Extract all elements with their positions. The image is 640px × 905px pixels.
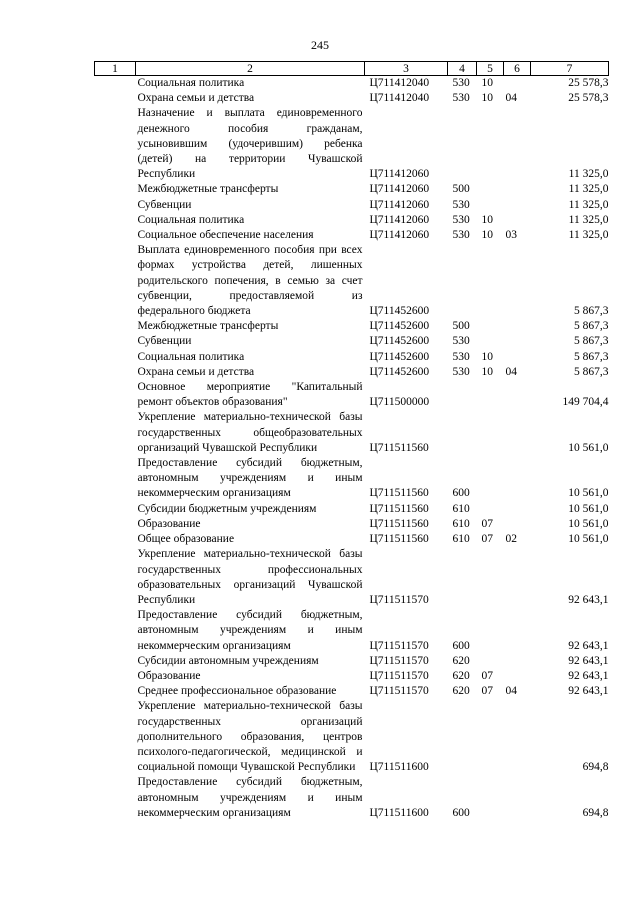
table-row [95, 410, 609, 456]
section-cell: 07 [481, 517, 493, 530]
subsection-cell [504, 775, 531, 821]
section-cell [477, 380, 504, 410]
subsection-cell [504, 699, 531, 775]
amount-cell: 5 867,3 [574, 335, 609, 348]
amount-cell: 10 561,0 [568, 441, 609, 454]
header-col-5: 5 [477, 62, 504, 76]
item-name-cell: Среднее профессиональное образование [137, 685, 337, 698]
table-row [95, 456, 609, 502]
table-row [95, 699, 609, 775]
expense-type-cell: 530 [452, 198, 470, 211]
amount-cell: 5 867,3 [574, 320, 609, 333]
index-cell [95, 213, 136, 228]
section-cell [477, 198, 504, 213]
section-cell: 07 [481, 669, 493, 682]
item-name-cell: Предоставление субсидий бюджетным, автономным учреждениям и иным некоммерческим организациям [137, 457, 363, 500]
expense-type-cell: 610 [452, 533, 470, 546]
index-cell [95, 91, 136, 106]
item-name-cell: Охрана семьи и детства [137, 92, 255, 105]
amount-cell: 11 325,0 [568, 198, 609, 211]
section-cell: 10 [481, 77, 493, 89]
item-name-cell: Укрепление материально-технической базы государственных общеобразовательных организаций Чувашской Республики [137, 411, 363, 454]
subsection-cell: 02 [505, 533, 517, 546]
section-cell: 07 [481, 685, 493, 698]
header-col-7: 7 [531, 62, 609, 76]
subsection-cell [504, 669, 531, 684]
amount-cell: 149 704,4 [562, 396, 609, 409]
header-row [95, 62, 609, 76]
subsection-cell [504, 502, 531, 517]
subsection-cell [504, 380, 531, 410]
item-name-cell: Межбюджетные трансферты [137, 320, 279, 333]
header-col-3: 3 [365, 62, 448, 76]
item-name-cell: Предоставление субсидий бюджетным, автономным учреждениям и иным некоммерческим организациям [137, 776, 363, 819]
subsection-cell [504, 410, 531, 456]
subsection-cell [504, 76, 531, 92]
expense-type-cell [448, 547, 477, 608]
item-name-cell: Основное мероприятие "Капитальный ремонт объектов образования" [137, 381, 363, 409]
item-name-cell: Укрепление материально-технической базы государственных организаций дополнительного образования, центров психолого-педагогической, медицинской и социальной помощи Чувашской Республики [137, 700, 363, 774]
subsection-cell: 03 [505, 229, 517, 242]
expense-type-cell [448, 699, 477, 775]
index-cell [95, 410, 136, 456]
table-header [95, 62, 609, 76]
table-row [95, 334, 609, 349]
item-name-cell: Социальная политика [137, 213, 245, 226]
table-row [95, 608, 609, 654]
section-cell: 07 [481, 533, 493, 546]
amount-cell: 92 643,1 [568, 654, 609, 667]
section-cell: 10 [481, 365, 493, 378]
table-row [95, 76, 609, 92]
section-cell [477, 699, 504, 775]
amount-cell: 92 643,1 [568, 639, 609, 652]
amount-cell: 5 867,3 [574, 305, 609, 318]
table-row [95, 213, 609, 228]
expense-type-cell: 530 [452, 92, 470, 105]
target-code-cell: Ц711500000 [369, 396, 430, 409]
index-cell [95, 456, 136, 502]
expense-type-cell: 500 [452, 183, 470, 196]
amount-cell: 92 643,1 [568, 685, 609, 698]
section-cell [477, 547, 504, 608]
table-row [95, 198, 609, 213]
expense-type-cell: 600 [452, 806, 470, 819]
subsection-cell [504, 350, 531, 365]
item-name-cell: Назначение и выплата единовременного денежного пособия гражданам, усыновившим (удочерившим) ребенка (детей) на территории Чувашской Республики [137, 107, 363, 181]
target-code-cell: Ц711412040 [369, 77, 430, 89]
item-name-cell: Выплата единовременного пособия при всех формах устройства детей, лишенных родительского попечения, в семью за счет субвенции, предоставляемой из федерального бюджета [137, 244, 363, 318]
item-name-cell: Предоставление субсидий бюджетным, автономным учреждениям и иным некоммерческим организациям [137, 609, 363, 652]
amount-cell: 10 561,0 [568, 502, 609, 515]
budget-table [94, 61, 609, 821]
expense-type-cell: 620 [452, 654, 470, 667]
page-number: 245 [311, 38, 329, 52]
amount-cell: 11 325,0 [568, 183, 609, 196]
expense-type-cell [448, 106, 477, 182]
section-cell [477, 410, 504, 456]
table-row [95, 654, 609, 669]
index-cell [95, 532, 136, 547]
subsection-cell [504, 547, 531, 608]
section-cell [477, 775, 504, 821]
index-cell [95, 699, 136, 775]
subsection-cell [504, 334, 531, 349]
index-cell [95, 76, 136, 92]
item-name-cell: Социальное обеспечение населения [137, 229, 314, 242]
expense-type-cell: 530 [452, 229, 470, 242]
table-row [95, 502, 609, 517]
target-code-cell: Ц711511560 [369, 517, 429, 530]
target-code-cell: Ц711511570 [369, 685, 429, 698]
table-row [95, 532, 609, 547]
item-name-cell: Субсидии автономным учреждениям [137, 654, 319, 667]
item-name-cell: Субвенции [137, 198, 192, 211]
table-row [95, 547, 609, 608]
section-cell [477, 608, 504, 654]
expense-type-cell: 610 [452, 517, 470, 530]
expense-type-cell: 610 [452, 502, 470, 515]
subsection-cell [504, 213, 531, 228]
target-code-cell: Ц711511570 [369, 669, 429, 682]
expense-type-cell: 530 [452, 213, 470, 226]
target-code-cell: Ц711511560 [369, 502, 429, 515]
subsection-cell [504, 319, 531, 334]
amount-cell: 25 578,3 [568, 77, 609, 89]
index-cell [95, 684, 136, 699]
table-row [95, 380, 609, 410]
target-code-cell: Ц711511560 [369, 533, 429, 546]
amount-cell: 10 561,0 [568, 487, 609, 500]
subsection-cell [504, 608, 531, 654]
index-cell [95, 654, 136, 669]
section-cell [477, 106, 504, 182]
amount-cell: 11 325,0 [568, 229, 609, 242]
subsection-cell [504, 456, 531, 502]
section-cell: 10 [481, 350, 493, 363]
index-cell [95, 243, 136, 319]
section-cell [477, 502, 504, 517]
expense-type-cell: 530 [452, 335, 470, 348]
table-body [95, 76, 609, 821]
header-col-2: 2 [136, 62, 365, 76]
target-code-cell: Ц711511570 [369, 593, 429, 606]
section-cell [477, 243, 504, 319]
item-name-cell: Социальная политика [137, 350, 245, 363]
index-cell [95, 182, 136, 197]
target-code-cell: Ц711511600 [369, 806, 429, 819]
subsection-cell: 04 [505, 685, 517, 698]
index-cell [95, 106, 136, 182]
section-cell: 10 [481, 92, 493, 105]
header-col-6: 6 [504, 62, 531, 76]
expense-type-cell: 530 [452, 365, 470, 378]
table-row [95, 365, 609, 380]
item-name-cell: Общее образование [137, 533, 235, 546]
target-code-cell: Ц711412060 [369, 198, 430, 211]
expense-type-cell: 620 [452, 685, 470, 698]
table-row [95, 669, 609, 684]
subsection-cell [504, 517, 531, 532]
table-row [95, 775, 609, 821]
amount-cell: 10 561,0 [568, 517, 609, 530]
section-cell: 10 [481, 213, 493, 226]
index-cell [95, 319, 136, 334]
item-name-cell: Субсидии бюджетным учреждениям [137, 502, 317, 515]
subsection-cell [504, 243, 531, 319]
index-cell [95, 198, 136, 213]
section-cell: 10 [481, 229, 493, 242]
index-cell [95, 334, 136, 349]
target-code-cell: Ц711511600 [369, 761, 429, 774]
expense-type-cell [448, 380, 477, 410]
amount-cell: 11 325,0 [568, 213, 609, 226]
index-cell [95, 608, 136, 654]
item-name-cell: Образование [137, 517, 201, 530]
index-cell [95, 380, 136, 410]
table-row [95, 319, 609, 334]
item-name-cell: Образование [137, 669, 201, 682]
subsection-cell: 04 [505, 365, 517, 378]
index-cell [95, 775, 136, 821]
target-code-cell: Ц711452600 [369, 305, 430, 318]
target-code-cell: Ц711452600 [369, 365, 430, 378]
item-name-cell: Межбюджетные трансферты [137, 183, 279, 196]
subsection-cell [504, 182, 531, 197]
index-cell [95, 228, 136, 243]
expense-type-cell [448, 410, 477, 456]
header-col-1: 1 [95, 62, 136, 76]
amount-cell: 92 643,1 [568, 669, 609, 682]
table-row [95, 684, 609, 699]
subsection-cell [504, 106, 531, 182]
target-code-cell: Ц711511560 [369, 487, 429, 500]
index-cell [95, 517, 136, 532]
table-row [95, 182, 609, 197]
index-cell [95, 350, 136, 365]
target-code-cell: Ц711412060 [369, 183, 430, 196]
amount-cell: 5 867,3 [574, 350, 609, 363]
expense-type-cell: 530 [452, 77, 470, 89]
amount-cell: 694,8 [582, 806, 609, 819]
expense-type-cell: 620 [452, 669, 470, 682]
target-code-cell: Ц711452600 [369, 350, 430, 363]
table-row [95, 517, 609, 532]
expense-type-cell: 530 [452, 350, 470, 363]
expense-type-cell: 600 [452, 487, 470, 500]
target-code-cell: Ц711412060 [369, 229, 430, 242]
item-name-cell: Социальная политика [137, 77, 245, 89]
amount-cell: 92 643,1 [568, 593, 609, 606]
amount-cell: 10 561,0 [568, 533, 609, 546]
expense-type-cell: 600 [452, 639, 470, 652]
item-name-cell: Субвенции [137, 335, 192, 348]
section-cell [477, 654, 504, 669]
table-row [95, 91, 609, 106]
section-cell [477, 182, 504, 197]
target-code-cell: Ц711511570 [369, 654, 429, 667]
index-cell [95, 669, 136, 684]
target-code-cell: Ц711412060 [369, 213, 430, 226]
target-code-cell: Ц711511560 [369, 441, 429, 454]
section-cell [477, 319, 504, 334]
subsection-cell: 04 [505, 92, 517, 105]
target-code-cell: Ц711511570 [369, 639, 429, 652]
table-row [95, 350, 609, 365]
amount-cell: 25 578,3 [568, 92, 609, 105]
amount-cell: 694,8 [582, 761, 609, 774]
index-cell [95, 365, 136, 380]
table-row [95, 243, 609, 319]
item-name-cell: Укрепление материально-технической базы государственных профессиональных образовательных организаций Чувашской Республики [137, 548, 363, 606]
amount-cell: 5 867,3 [574, 365, 609, 378]
target-code-cell: Ц711412060 [369, 168, 430, 181]
expense-type-cell [448, 243, 477, 319]
expense-type-cell: 500 [452, 320, 470, 333]
amount-cell: 11 325,0 [568, 168, 609, 181]
subsection-cell [504, 198, 531, 213]
table-row [95, 228, 609, 243]
item-name-cell: Охрана семьи и детства [137, 365, 255, 378]
section-cell [477, 334, 504, 349]
table-row [95, 106, 609, 182]
subsection-cell [504, 654, 531, 669]
index-cell [95, 502, 136, 517]
target-code-cell: Ц711452600 [369, 320, 430, 333]
target-code-cell: Ц711452600 [369, 335, 430, 348]
header-col-4: 4 [448, 62, 477, 76]
target-code-cell: Ц711412040 [369, 92, 430, 105]
index-cell [95, 547, 136, 608]
section-cell [477, 456, 504, 502]
